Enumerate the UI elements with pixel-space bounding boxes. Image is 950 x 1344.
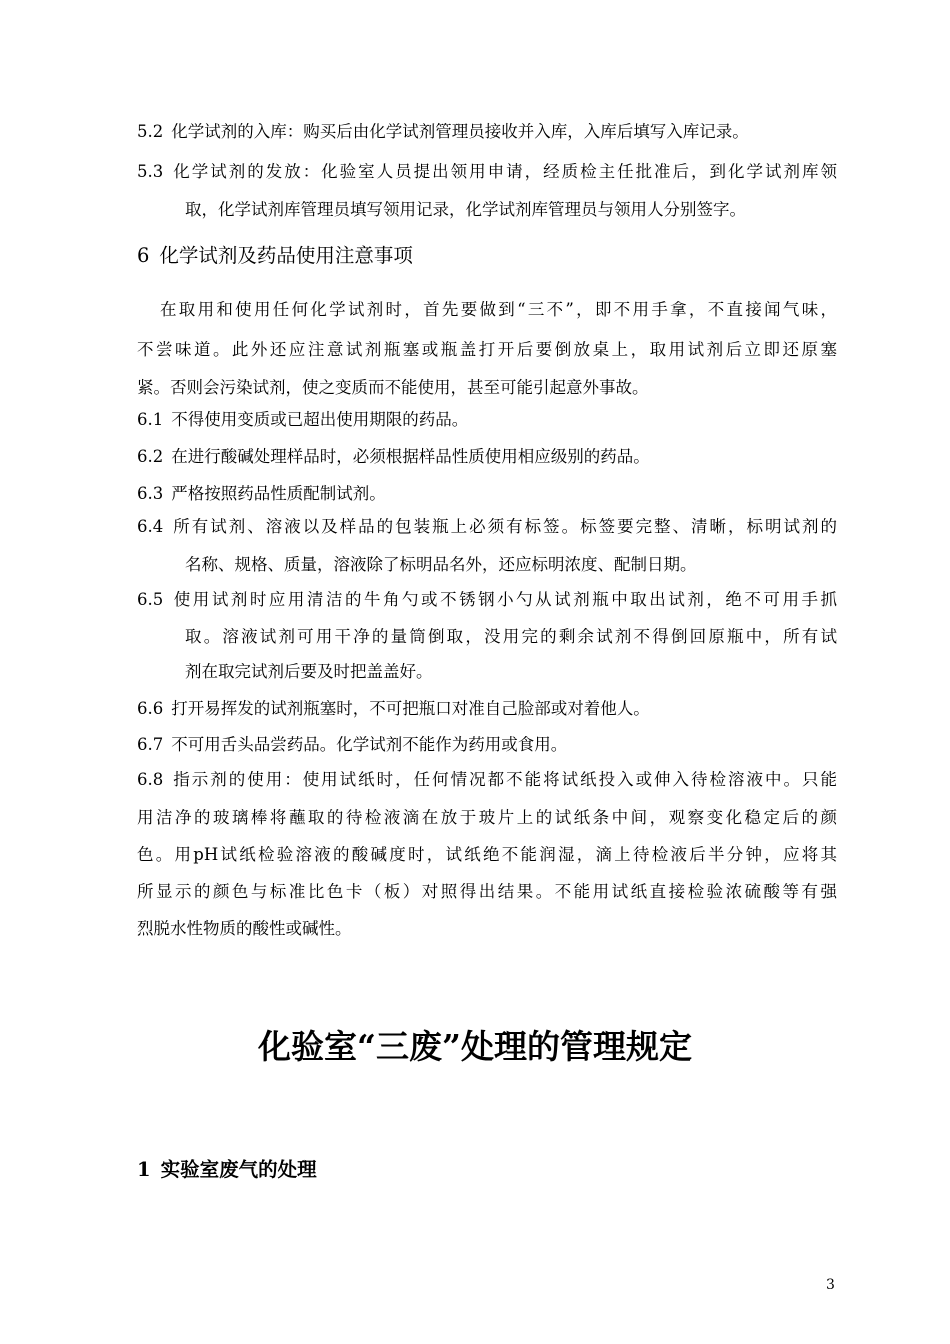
item-number: 5.2	[137, 122, 164, 141]
item-5-3-line-1: 5.3 化学试剂的发放：化验室人员提出领用申请，经质检主任批准后，到化学试剂库领	[137, 160, 837, 184]
item-6-5-line-1: 6.5 使用试剂时应用清洁的牛角勺或不锈钢小勺从试剂瓶中取出试剂，绝不可用手抓	[137, 590, 837, 609]
intro-line-3: 紧。否则会污染试剂，使之变质而不能使用，甚至可能引起意外事故。	[137, 378, 649, 397]
item-6-8-line-2: 用洁净的玻璃棒将蘸取的待检液滴在放于玻片上的试纸条中间，观察变化稳定后的颜	[137, 808, 837, 827]
item-6-4-line-1: 6.4 所有试剂、溶液以及样品的包装瓶上必须有标签。标签要完整、清晰，标明试剂的	[137, 517, 837, 536]
item-6-5-line-2: 取。溶液试剂可用干净的量筒倒取，没用完的剩余试剂不得倒回原瓶中，所有试	[185, 627, 837, 646]
item-6-1: 6.1 不得使用变质或已超出使用期限的药品。	[137, 410, 469, 429]
section-6-heading: 6 化学试剂及药品使用注意事项	[137, 244, 413, 267]
page-number: 3	[826, 1277, 835, 1293]
main-title: 化验室“三废”处理的管理规定	[258, 1027, 692, 1066]
item-6-6: 6.6 打开易挥发的试剂瓶塞时，不可把瓶口对准自己脸部或对着他人。	[137, 699, 650, 718]
item-6-5-line-3: 剂在取完试剂后要及时把盖盖好。	[185, 662, 433, 681]
item-6-8-line-5: 烈脱水性物质的酸性或碱性。	[137, 919, 352, 938]
item-number: 5.3	[137, 162, 164, 181]
item-6-8-line-1: 6.8 指示剂的使用：使用试纸时，任何情况都不能将试纸投入或伸入待检溶液中。只能	[137, 770, 837, 789]
section-1-heading: 1 实验室废气的处理	[137, 1158, 317, 1181]
item-6-2: 6.2 在进行酸碱处理样品时，必须根据样品性质使用相应级别的药品。	[137, 447, 650, 466]
item-6-8-line-3: 色。用pH试纸检验溶液的酸碱度时，试纸绝不能润湿，滴上待检液后半分钟，应将其	[137, 845, 837, 864]
intro-line-1: 在取用和使用任何化学试剂时，首先要做到“三不”，即不用手拿，不直接闻气味，	[160, 300, 837, 319]
item-5-2-line-1: 5.2 化学试剂的入库：购买后由化学试剂管理员接收并入库，入库后填写入库记录。	[137, 120, 837, 144]
item-6-3: 6.3 严格按照药品性质配制试剂。	[137, 484, 386, 503]
item-6-4-line-2: 名称、规格、质量，溶液除了标明品名外，还应标明浓度、配制日期。	[185, 555, 697, 574]
item-6-8-line-4: 所显示的颜色与标准比色卡（板）对照得出结果。不能用试纸直接检验浓硫酸等有强	[137, 882, 837, 901]
item-6-7: 6.7 不可用舌头品尝药品。化学试剂不能作为药用或食用。	[137, 735, 568, 754]
intro-line-2: 不尝味道。此外还应注意试剂瓶塞或瓶盖打开后要倒放桌上，取用试剂后立即还原塞	[137, 340, 837, 359]
item-5-3-line-2: 取，化学试剂库管理员填写领用记录，化学试剂库管理员与领用人分别签字。	[185, 200, 746, 219]
